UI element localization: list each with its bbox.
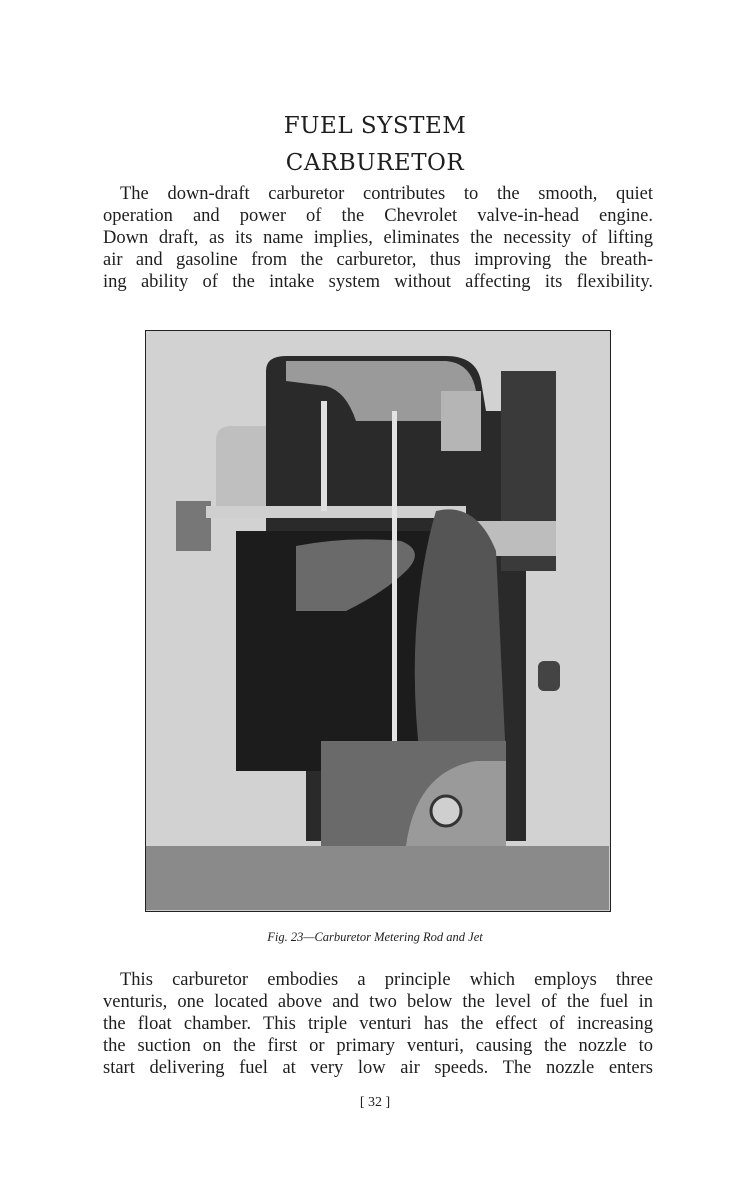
text-line: the suction on the first or primary venturi, causing the nozzle to <box>103 1036 653 1056</box>
text-line: air and gasoline from the carburetor, thus improving the breath- <box>103 250 653 270</box>
text-line: venturis, one located above and two below the level of the fuel in <box>103 992 653 1012</box>
page-number: [ 32 ] <box>359 1095 391 1110</box>
carburetor-cutaway-photo <box>145 330 611 912</box>
section-heading: FUEL SYSTEM <box>283 113 467 139</box>
text-line: Down draft, as its name implies, eliminates the necessity of lifting <box>103 228 653 248</box>
text-line: operation and power of the Chevrolet valve-in-head engine. <box>103 206 653 226</box>
section-subheading: CARBURETOR <box>285 150 465 176</box>
text-line: ing ability of the intake system without affecting its flexibility. <box>103 272 653 292</box>
text-line: The down-draft carburetor contributes to the smooth, quiet <box>120 184 653 204</box>
figure-caption: Fig. 23—Carburetor Metering Rod and Jet <box>267 930 483 944</box>
text-line: This carburetor embodies a principle which employs three <box>120 970 653 990</box>
text-line: start delivering fuel at very low air speeds. The nozzle enters <box>103 1058 653 1078</box>
text-line: the float chamber. This triple venturi has the effect of increasing <box>103 1014 653 1034</box>
